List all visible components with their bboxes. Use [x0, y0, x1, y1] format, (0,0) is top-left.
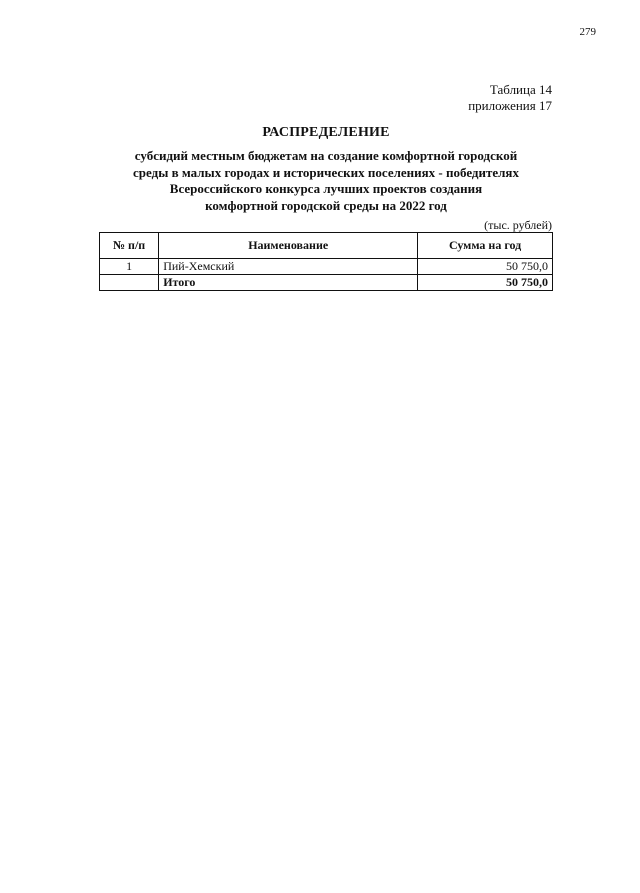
units-note: (тыс. рублей): [484, 218, 552, 232]
subtitle-line-3: Всероссийского конкурса лучших проектов создания: [169, 181, 483, 197]
page-number: 279: [579, 26, 596, 38]
row-name: Пий-Хемский: [159, 259, 418, 275]
table-header-row: [100, 233, 553, 259]
table-reference-line-1: Таблица 14: [489, 82, 552, 97]
document-subtitle: [0, 148, 640, 214]
total-sum: 50 750,0: [418, 275, 553, 291]
row-number: 1: [100, 259, 159, 275]
row-sum: 50 750,0: [418, 259, 553, 275]
subtitle-line-4: комфортной городской среды на 2022 год: [205, 197, 447, 213]
total-number-cell: [100, 275, 159, 291]
header-number: № п/п: [100, 233, 159, 259]
subtitle-line-2: среды в малых городах и исторических поселениях - победителях: [133, 164, 519, 180]
table-reference: [468, 82, 552, 114]
table-reference-line-2: приложения 17: [468, 98, 552, 113]
subtitle-line-1: субсидий местным бюджетам на создание комфортной городской: [134, 148, 518, 163]
header-name: Наименование: [159, 233, 418, 259]
document-title: РАСПРЕДЕЛЕНИЕ: [262, 125, 390, 140]
distribution-table: [99, 232, 553, 291]
table-row: [100, 259, 553, 275]
header-sum: Сумма на год: [418, 233, 553, 259]
total-label: Итого: [159, 275, 418, 291]
total-row: [100, 275, 553, 291]
